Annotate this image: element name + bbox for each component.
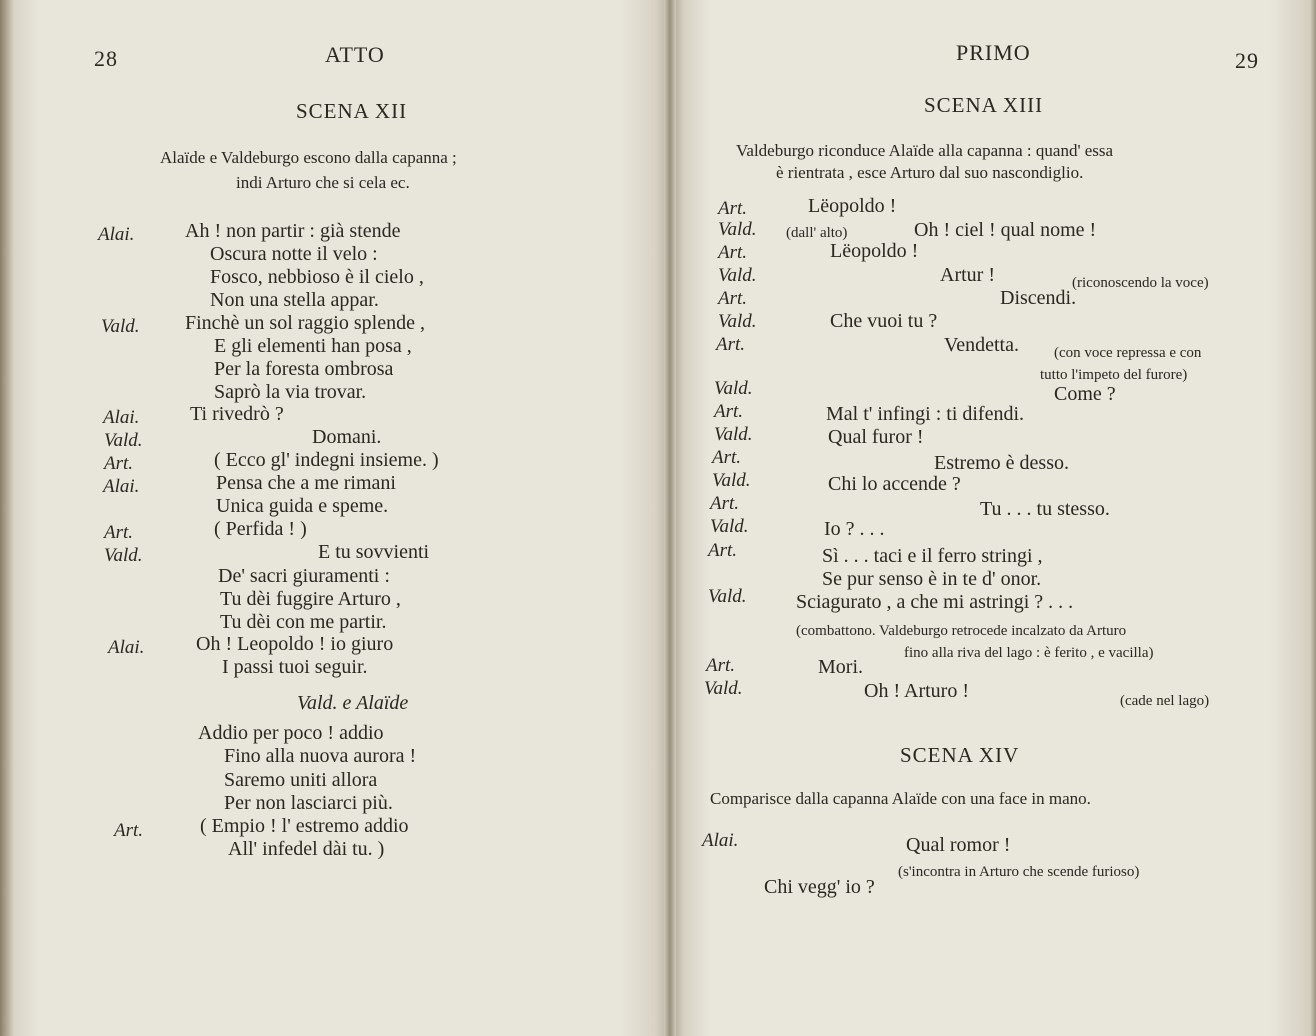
- stage-direction: Valdeburgo riconduce Alaïde alla capanna : quand' essa: [736, 141, 1114, 160]
- speaker-label: Alai.: [108, 637, 145, 658]
- verse-line: All' infedel dài tu. ): [228, 838, 385, 860]
- stage-direction: (dall' alto): [786, 225, 848, 241]
- verse-line: Estremo è desso.: [934, 452, 1069, 474]
- page-number: 28: [94, 46, 118, 71]
- verse-line: Mori.: [818, 656, 863, 678]
- verse-line: Per la foresta ombrosa: [214, 358, 394, 380]
- verse-line: Saremo uniti allora: [224, 769, 378, 791]
- verse-line: Tu . . . tu stesso.: [980, 498, 1110, 520]
- verse-line: Domani.: [312, 426, 382, 448]
- verse-line: Oh ! Arturo !: [864, 680, 969, 702]
- stage-direction: è rientrata , esce Arturo dal suo nascondiglio.: [776, 163, 1084, 182]
- right-page: [670, 0, 1316, 1036]
- verse-line: Sciagurato , a che mi astringi ? . . .: [796, 591, 1074, 613]
- verse-line: Qual furor !: [828, 426, 924, 448]
- verse-line: Come ?: [1054, 383, 1116, 405]
- verse-line: Pensa che a me rimani: [216, 472, 396, 494]
- scene-title: SCENA XII: [296, 99, 408, 123]
- speaker-label: Art.: [104, 453, 134, 474]
- stage-direction: (s'incontra in Arturo che scende furioso): [898, 864, 1140, 880]
- speaker-label: Alai.: [103, 407, 140, 428]
- verse-line: Ah ! non partir : già stende: [185, 220, 401, 242]
- speaker-label: Vald.: [718, 219, 757, 240]
- verse-line: Fino alla nuova aurora !: [224, 745, 417, 767]
- verse-line: Fosco, nebbioso è il cielo ,: [210, 266, 424, 288]
- verse-line: Tu dèi fuggire Arturo ,: [220, 588, 401, 610]
- speaker-label: Art.: [716, 334, 746, 355]
- verse-line: Addio per poco ! addio: [198, 722, 384, 744]
- verse-line: Finchè un sol raggio splende ,: [185, 312, 425, 334]
- stage-direction: (combattono. Valdeburgo retrocede incalzato da Arturo: [796, 623, 1127, 639]
- verse-line: Unica guida e speme.: [216, 495, 389, 517]
- verse-line: Mal t' infingi : ti difendi.: [826, 403, 1025, 425]
- verse-line: Ti rivedrò ?: [190, 403, 284, 425]
- speaker-label: Art.: [104, 522, 134, 543]
- verse-line: Io ? . . .: [824, 518, 885, 540]
- speaker-label: Art.: [706, 655, 736, 676]
- speaker-label: Vald.: [104, 430, 143, 451]
- speaker-label: Vald.: [714, 424, 753, 445]
- verse-line: Chi lo accende ?: [828, 473, 961, 495]
- verse-line: Oh ! ciel ! qual nome !: [914, 219, 1097, 241]
- stage-direction: (riconoscendo la voce): [1072, 275, 1209, 291]
- verse-line: Qual romor !: [906, 834, 1011, 856]
- running-head: PRIMO: [956, 40, 1031, 65]
- stage-direction: tutto l'impeto del furore): [1040, 367, 1188, 383]
- verse-line: Chi vegg' io ?: [764, 876, 875, 898]
- verse-line: Lëopoldo !: [830, 240, 919, 262]
- speaker-label: Vald.: [101, 316, 140, 337]
- verse-line: Oscura notte il velo :: [210, 243, 378, 265]
- stage-direction: (cade nel lago): [1120, 693, 1210, 709]
- speaker-label: Art.: [714, 401, 744, 422]
- verse-line: Discendi.: [1000, 287, 1077, 309]
- verse-line: E tu sovvienti: [318, 541, 430, 563]
- verse-line: Lëopoldo !: [808, 195, 897, 217]
- speaker-label: Alai.: [103, 476, 140, 497]
- verse-line: E gli elementi han posa ,: [214, 335, 412, 357]
- verse-line: Artur !: [940, 264, 995, 286]
- scene-title: SCENA XIV: [900, 743, 1020, 767]
- verse-line: Tu dèi con me partir.: [220, 611, 387, 633]
- verse-line: Che vuoi tu ?: [830, 310, 938, 332]
- verse-line: ( Perfida ! ): [214, 518, 307, 540]
- speaker-label: Vald.: [712, 470, 751, 491]
- ensemble-heading: Vald. e Alaïde: [297, 692, 409, 714]
- verse-line: Saprò la via trovar.: [214, 381, 367, 403]
- page-number: 29: [1235, 48, 1259, 73]
- verse-line: Oh ! Leopoldo ! io giuro: [196, 633, 394, 655]
- verse-line: Se pur senso è in te d' onor.: [822, 568, 1042, 590]
- speaker-label: Vald.: [704, 678, 743, 699]
- speaker-label: Vald.: [710, 516, 749, 537]
- scene-title: SCENA XIII: [924, 93, 1044, 117]
- verse-line: ( Empio ! l' estremo addio: [200, 815, 409, 837]
- speaker-label: Alai.: [702, 830, 739, 851]
- speaker-label: Art.: [114, 820, 144, 841]
- verse-line: ( Ecco gl' indegni insieme. ): [214, 449, 439, 471]
- running-head: ATTO: [325, 42, 385, 67]
- verse-line: Per non lasciarci più.: [224, 792, 393, 814]
- stage-direction: Comparisce dalla capanna Alaïde con una face in mano.: [710, 789, 1091, 808]
- verse-line: Non una stella appar.: [210, 289, 379, 311]
- verse-line: Vendetta.: [944, 334, 1019, 356]
- stage-direction: indi Arturo che si cela ec.: [236, 173, 410, 192]
- speaker-label: Vald.: [718, 311, 757, 332]
- speaker-label: Vald.: [104, 545, 143, 566]
- speaker-label: Vald.: [708, 586, 747, 607]
- speaker-label: Art.: [718, 288, 748, 309]
- speaker-label: Vald.: [718, 265, 757, 286]
- verse-line: I passi tuoi seguir.: [222, 656, 368, 678]
- verse-line: De' sacri giuramenti :: [218, 565, 390, 587]
- book-gutter: [664, 0, 676, 1036]
- stage-direction: fino alla riva del lago : è ferito , e vacilla): [904, 645, 1154, 661]
- speaker-label: Art.: [710, 493, 740, 514]
- stage-direction: Alaïde e Valdeburgo escono dalla capanna ;: [160, 148, 457, 167]
- speaker-label: Art.: [708, 540, 738, 561]
- speaker-label: Alai.: [98, 224, 135, 245]
- verse-line: Sì . . . taci e il ferro stringi ,: [822, 545, 1043, 567]
- speaker-label: Art.: [718, 242, 748, 263]
- speaker-label: Art.: [718, 198, 748, 219]
- speaker-label: Vald.: [714, 378, 753, 399]
- stage-direction: (con voce repressa e con: [1054, 345, 1202, 361]
- speaker-label: Art.: [712, 447, 742, 468]
